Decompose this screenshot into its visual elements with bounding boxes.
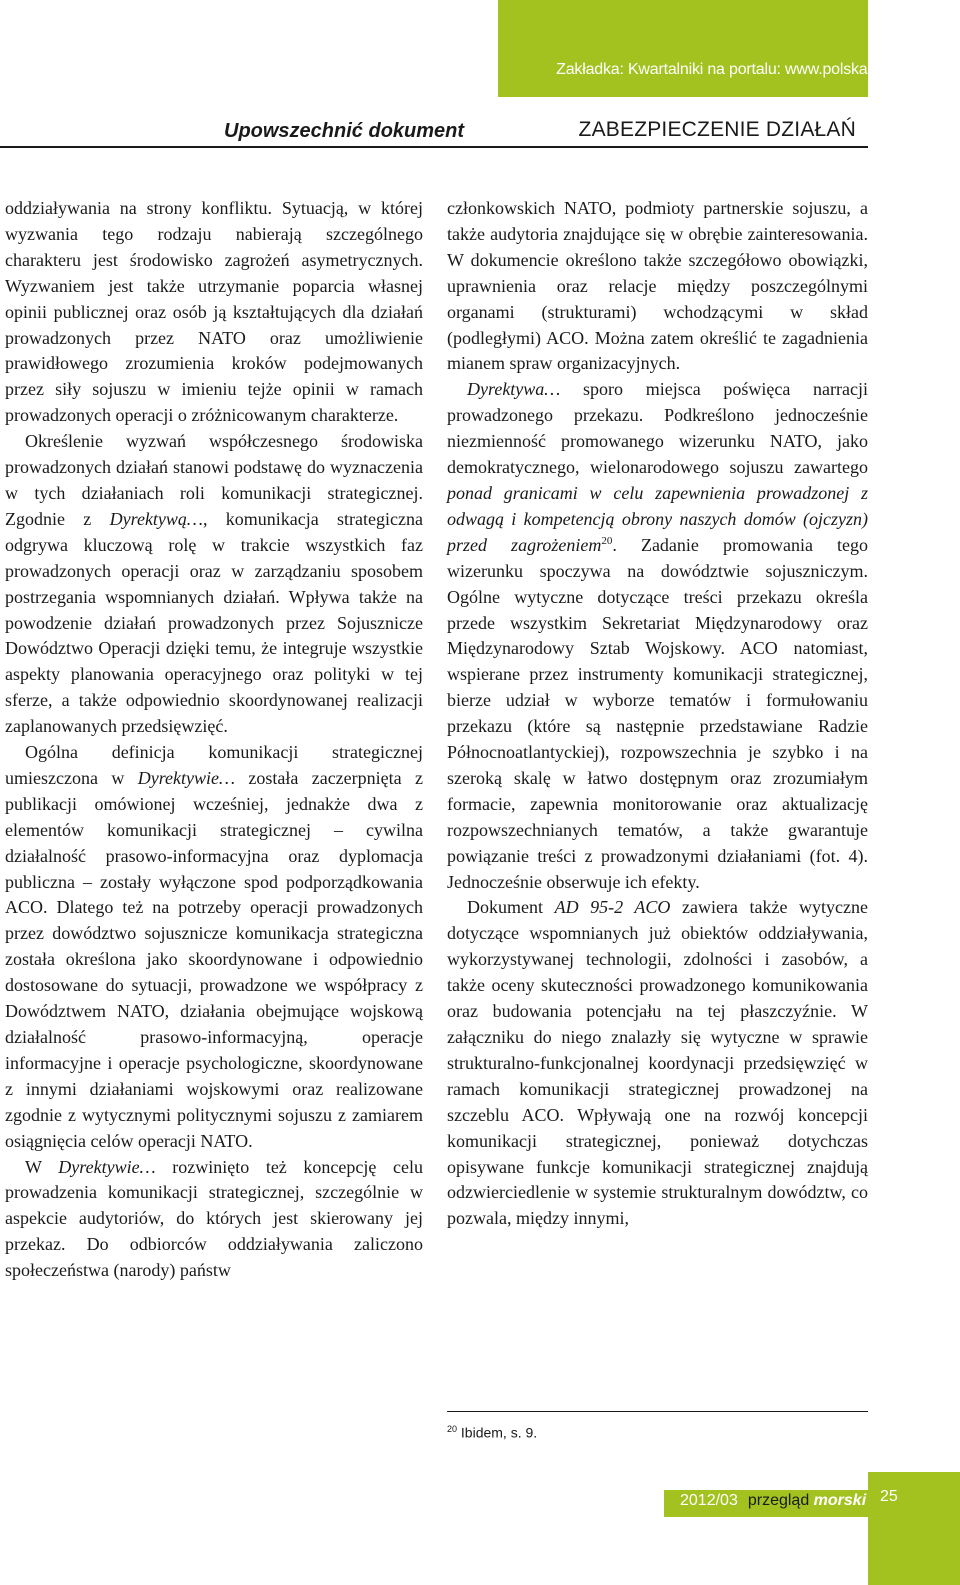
footnote-ref[interactable]: 20: [601, 534, 613, 547]
paragraph: Dyrektywa… sporo miejsca poświęca narracji prowadzonego przekazu. Podkreślono jednocześnie niezmienność promowanego wizerunku NATO, jako demokratycznego, wielonarodowego sojuszu zawartego ponad granicami w celu zapewnienia prowadzonej z odwagą i kompetencją obrony naszych domów (ojczyzn) przed zagrożeniem$^{20}$. Zadanie promowania tego wizerunku spoczywa na dowództwie sojuszniczym. Ogólne wytyczne dotyczące treści przekazu określa przede wszystkim Sekretariat Międzynarodowy oraz Międzynarodowy Sztab Wojskowy. ACO natomiast, wspierane przez instrumenty komunikacji strategicznej, bierze udział w wyborze tematów i formułowaniu przekazu (które są następnie przedstawiane Radzie Północnoatlantyckiej), rozpowszechnia je szybko i na szeroką skalę w łatwo dostępnym oraz zrozumiałym formacie, zapewnia monitorowanie oraz aktualizację rozpowszechnianych tematów, a także gwarantuje powiązanie treści z prowadzonymi działaniami (fot. 4). Jednocześnie obserwuje ich efekty.: [447, 379, 868, 892]
footnote-rule: [447, 1411, 868, 1412]
footer-masthead: [680, 1492, 866, 1510]
article-title: Upowszechnić dokument: [224, 120, 465, 142]
magazine-name-suffix: morski: [813, 1492, 867, 1509]
paragraph: W Dyrektywie… rozwinięto też koncepcję celu prowadzenia komunikacji strategicznej, szczególnie w aspekcie audytoriów, do których jest skierowany jej przekaz. Do odbiorców oddziaływania zaliczono społeczeństwa (narody) państw: [5, 1156, 423, 1281]
paragraph: Dokument AD 95-2 ACO zawiera także wytyczne dotyczące wspomnianych już obiektów oddziaływania, wykorzystywanej technologii, zdolności i zasobów, a także oceny skuteczności prowadzonego komunikowania oraz budowania potencjału na tej płaszczyźnie. W załączniku do niego znalazły się wytyczne w sprawie strukturalno-funkcjonalnej koordynacji przedsięwzięć w ramach komunikacji strategicznej prowadzonej na szczeblu ACO. Wpływają one na rozwój koncepcji komunikacji strategicznej, ponieważ dotychczas opisywane funkcje komunikacji strategicznej znajdują odzwierciedlenie w systemie strukturalnym dowództw, co pozwala, między innymi,: [447, 897, 868, 1229]
portal-tab-label: Zakładka: Kwartalniki na portalu: www.polska-zbrojna.pl: [556, 61, 940, 78]
left-column: [5, 196, 423, 1284]
paragraph: Określenie wyzwań współczesnego środowiska prowadzonych działań stanowi podstawę do wyznaczenia w tych działaniach roli komunikacji strategicznej. Zgodnie z Dyrektywą…, komunikacja strategiczna odgrywa kluczową rolę w trakcie wszystkich faz prowadzonych operacji oraz w zarządzaniu sposobem postrzegania wspomnianych działań. Wpływa także na powodzenie działań prowadzonych przez Sojusznicze Dowództwo Operacji dzięki temu, że integruje wszystkie aspekty planowania operacyjnego oraz polityki w tej sferze, a także odpowiednio skoordynowanej realizacji zaplanowanych przedsięwzięć.: [5, 431, 423, 737]
paragraph: oddziaływania na strony konfliktu. Sytuacją, w której wyzwania tego rodzaju nabierają szczególnego charakteru jest środowisko zagrożeń asymetrycznych. Wyzwaniem jest także utrzymanie poparcia własnej opinii publicznej oraz osób ją kształtujących dla działań prowadzonych przez NATO oraz umożliwienie prawidłowego zrozumienia kroków podejmowanych przez siły sojuszu w imieniu tejże opinii w ramach prowadzonych operacji o zróżnicowanym charakterze.: [5, 198, 423, 426]
right-column: [447, 196, 868, 1232]
header-tab-band: [498, 0, 868, 97]
magazine-name: przegląd: [747, 1492, 810, 1509]
header-rule: [0, 146, 868, 148]
footnote-number: 20: [447, 1424, 458, 1434]
footnote-text: Ibidem, s. 9.: [457, 1424, 538, 1441]
paragraph: Ogólna definicja komunikacji strategicznej umieszczona w Dyrektywie… została zaczerpnięta z publikacji omówionej wcześniej, jednakże dwa z elementów komunikacji strategicznej – cywilna działalność prasowo-informacyjna oraz dyplomacja publiczna – zostały wyłączone spod podporządkowania ACO. Dlatego też na potrzeby operacji prowadzonych przez dowództwo sojusznicze komunikacja strategiczna została określona jako skoordynowane i odpowiednio dostosowane do sytuacji, prowadzone we współpracy z Dowództwem NATO, działania obejmujące wojskową działalność prasowo-informacyjną, operacje informacyjne i operacje psychologiczne, skoordynowane z innymi działaniami wojskowymi oraz realizowane zgodnie z wytycznymi politycznymi sojuszu z zamiarem osiągnięcia celów operacji NATO.: [5, 742, 424, 1151]
page-number: 25: [880, 1488, 898, 1505]
paragraph: członkowskich NATO, podmioty partnerskie sojuszu, a także audytoria znajdujące się w obrębie zainteresowania. W dokumencie określono także szczegółowo obowiązki, uprawnienia oraz relacje między poszczególnymi organami (strukturami) wchodzącymi w skład (podległymi) ACO. Można zatem określić te zagadnienia mianem spraw organizacyjnych.: [447, 198, 868, 374]
issue-number: 2012/03: [680, 1492, 738, 1509]
footnote: [447, 1424, 537, 1441]
section-name: ZABEZPIECZENIE DZIAŁAŃ: [578, 118, 856, 141]
